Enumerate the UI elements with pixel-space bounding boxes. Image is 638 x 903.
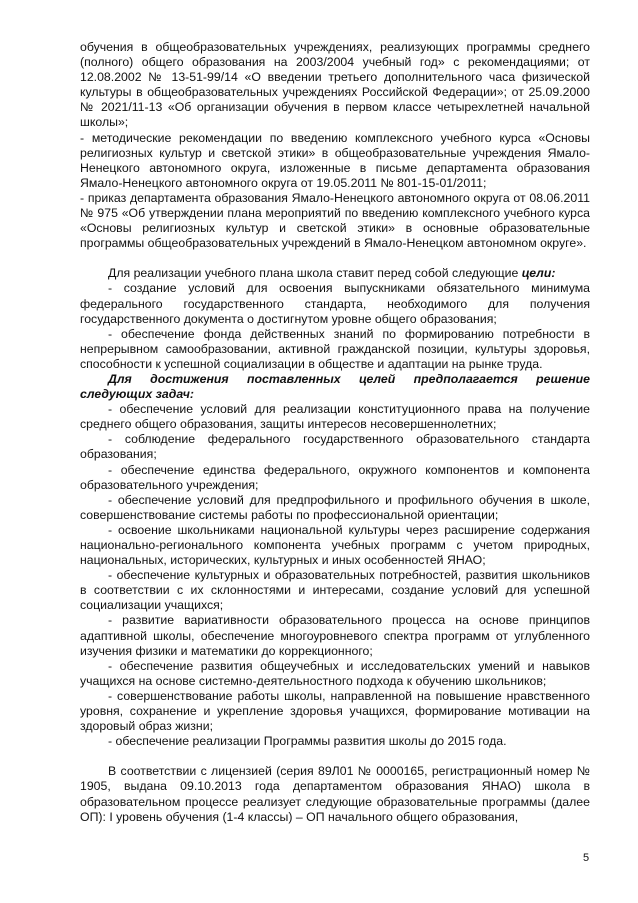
list-item-goal: - обеспечение фонда действенных знаний по формированию потребности в непрерывном самообразовании, активной гражданской позиции, культуры здоровья, способности к успешной социализации в обществе и адаптации на рынке труда. bbox=[80, 326, 590, 371]
list-item-task: - обеспечение развития общеучебных и исследовательских умений и навыков учащихся на основе системно-деятельностного подхода к обучению школьников; bbox=[80, 658, 590, 688]
goals-heading: цели: bbox=[521, 266, 556, 281]
list-item-task: - освоение школьниками национальной культуры через расширение содержания национально-регионального компонента учебных программ с учетом природных, национальных, исторических, культурных и иных особенностей ЯНАО; bbox=[80, 522, 590, 568]
paragraph-continuation: обучения в общеобразовательных учреждениях, реализующих программы среднего (полного) общего образования на 2003/2004 учебный год» с рекомендациями; от 12.08.2002 № 13-51-99/14 «О введении третьего дополнительного часа физической культуры в общеобразовательных учреждениях Российской Федерации»; от 25.09.2000 № 2021/11-13 «Об организации обучения в первом классе четырехлетней начальной школы»; bbox=[80, 40, 590, 130]
document-body bbox=[80, 40, 590, 825]
paragraph-goals-intro bbox=[80, 266, 590, 281]
page-number: 5 bbox=[583, 852, 590, 864]
list-item-task: - обеспечение условий для реализации конституционного права на получение среднего общего образования, защиты интересов несовершеннолетних; bbox=[80, 402, 590, 432]
tasks-heading: Для достижения поставленных целей предполагается решение следующих задач: bbox=[80, 371, 590, 402]
paragraph-license: В соответствии с лицензией (серия 89Л01 № 0000165, регистрационный номер № 1905, выдана 09.10.2013 года департаментом образования ЯНАО) школа в образовательном процессе реализует следующие образовательные программы (далее ОП): I уровень обучения (1-4 классы) – ОП начального общего образования, bbox=[80, 764, 590, 824]
list-item-task: - обеспечение культурных и образовательных потребностей, развития школьников в соответствии с их склонностями и интересами, создание условий для успешной социализации учащихся; bbox=[80, 568, 590, 613]
list-item-task: - обеспечение условий для предпрофильного и профильного обучения в школе, совершенствование системы работы по профессиональной ориентации; bbox=[80, 492, 590, 522]
list-item-task: - обеспечение реализации Программы развития школы до 2015 года. bbox=[108, 734, 507, 749]
paragraph-order-975: - приказ департамента образования Ямало-Ненецкого автономного округа от 08.06.2011 № 975 «Об утверждении плана мероприятий по введению комплексного учебного курса «Основы религиозных культур и светской этики» в основные образовательные программы общеобразовательных учреждений в Ямало-Ненецком автономном округе». bbox=[80, 190, 590, 251]
list-item-task: - развитие вариативности образовательного процесса на основе принципов адаптивной школы, обеспечение многоуровневого спектра программ от углубленного изучения физики и математики до коррекционного; bbox=[80, 613, 590, 658]
list-item-goal: - создание условий для освоения выпускниками обязательного минимума федерального государственного стандарта, необходимого для получения государственного документа о достигнутом уровне общего образования; bbox=[80, 281, 590, 326]
list-item-task: - соблюдение федерального государственного образовательного стандарта образования; bbox=[80, 432, 590, 462]
paragraph-methodical-recommendations: - методические рекомендации по введению комплексного учебного курса «Основы религиозных культур и светской этики» в общеобразовательные учреждения Ямало-Ненецкого автономного округа, изложенные в письме департамента образования Ямало-Ненецкого автономного округа от 19.05.2011 № 801-15-01/2011; bbox=[80, 130, 590, 190]
list-item-task: - обеспечение единства федерального, окружного компонентов и компонента образовательного учреждения; bbox=[80, 462, 590, 492]
list-item-task: - совершенствование работы школы, направленной на повышение нравственного уровня, сохранение и укрепление здоровья учащихся, формирование мотивации на здоровый образ жизни; bbox=[80, 688, 590, 734]
goals-intro-text: Для реализации учебного плана школа ставит перед собой следующие bbox=[108, 266, 522, 281]
